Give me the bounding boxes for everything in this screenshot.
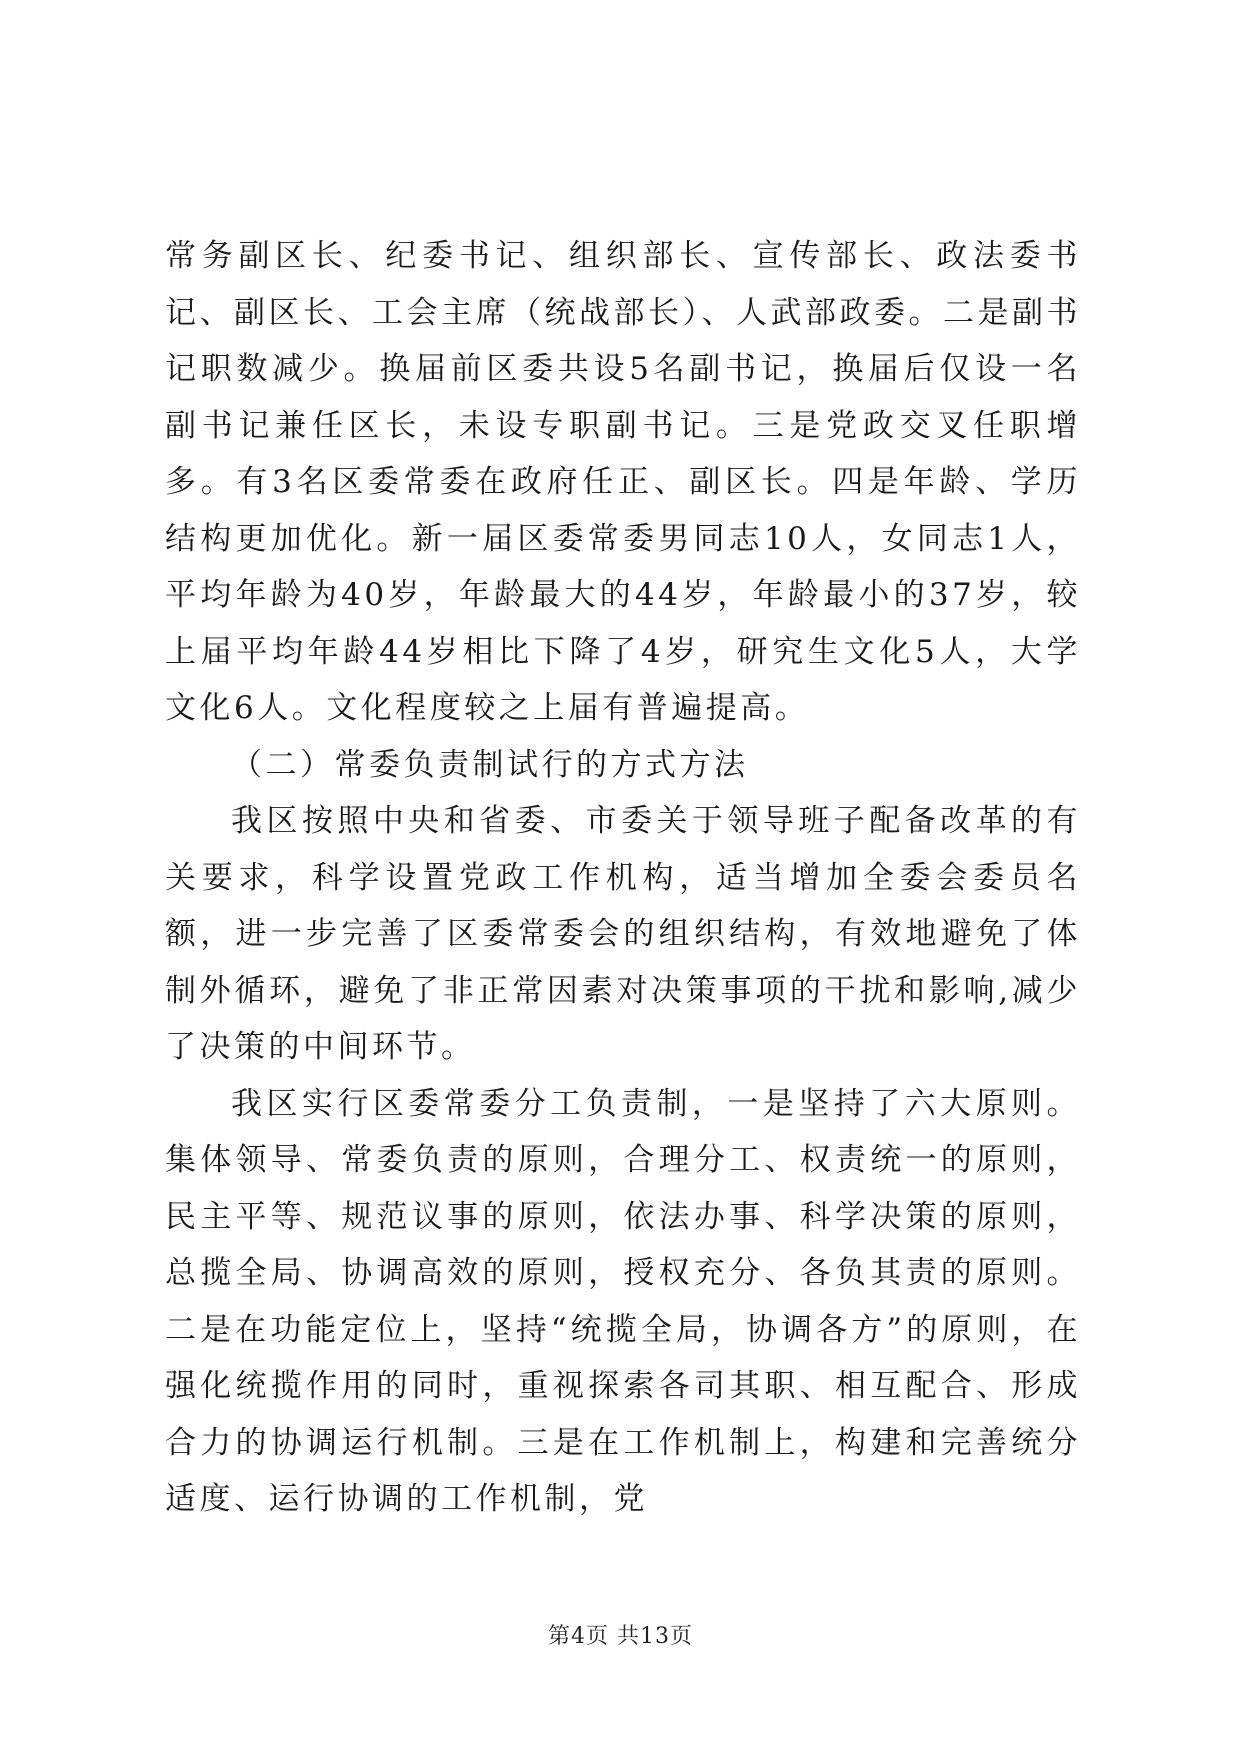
section-heading: （二）常委负责制试行的方式方法	[231, 746, 749, 783]
paragraph: 我区实行区委常委分工负责制，一是坚持了六大原则。集体领导、常委负责的原则，合理分工、权责统一的原则，民主平等、规范议事的原则，依法办事、科学决策的原则，总揽全局、协调高效的原则，授权充分、各负其责的原则。二是在功能定位上，坚持“统揽全局，协调各方”的原则，在强化统揽作用的同时，重视探索各司其职、相互配合、形成合力的协调运行机制。三是在工作机制上，构建和完善统分适度、运行协调的工作机制，党	[165, 1085, 1081, 1517]
paragraph: 我区按照中央和省委、市委关于领导班子配备改革的有关要求，科学设置党政工作机构，适当增加全委会委员名额，进一步完善了区委常委会的组织结构，有效地避免了体制外循环，避免了非正常因素对决策事项的干扰和影响,减少了决策的中间环节。	[165, 803, 1081, 1065]
document-body	[165, 228, 1081, 1528]
page-number-footer: 第4页 共13页	[548, 1624, 693, 1649]
paragraph-continued: 常务副区长、纪委书记、组织部长、宣传部长、政法委书记、副区长、工会主席（统战部长）、人武部政委。二是副书记职数减少。换届前区委共设5名副书记，换届后仅设一名副书记兼任区长，未设专职副书记。三是党政交叉任职增多。有3名区委常委在政府任正、副区长。四是年龄、学历结构更加优化。新一届区委常委男同志10人，女同志1人，平均年龄为40岁，年龄最大的44岁，年龄最小的37岁，较上届平均年龄44岁相比下降了4岁，研究生文化5人，大学文化6人。文化程度较之上届有普遍提高。	[165, 238, 1081, 726]
